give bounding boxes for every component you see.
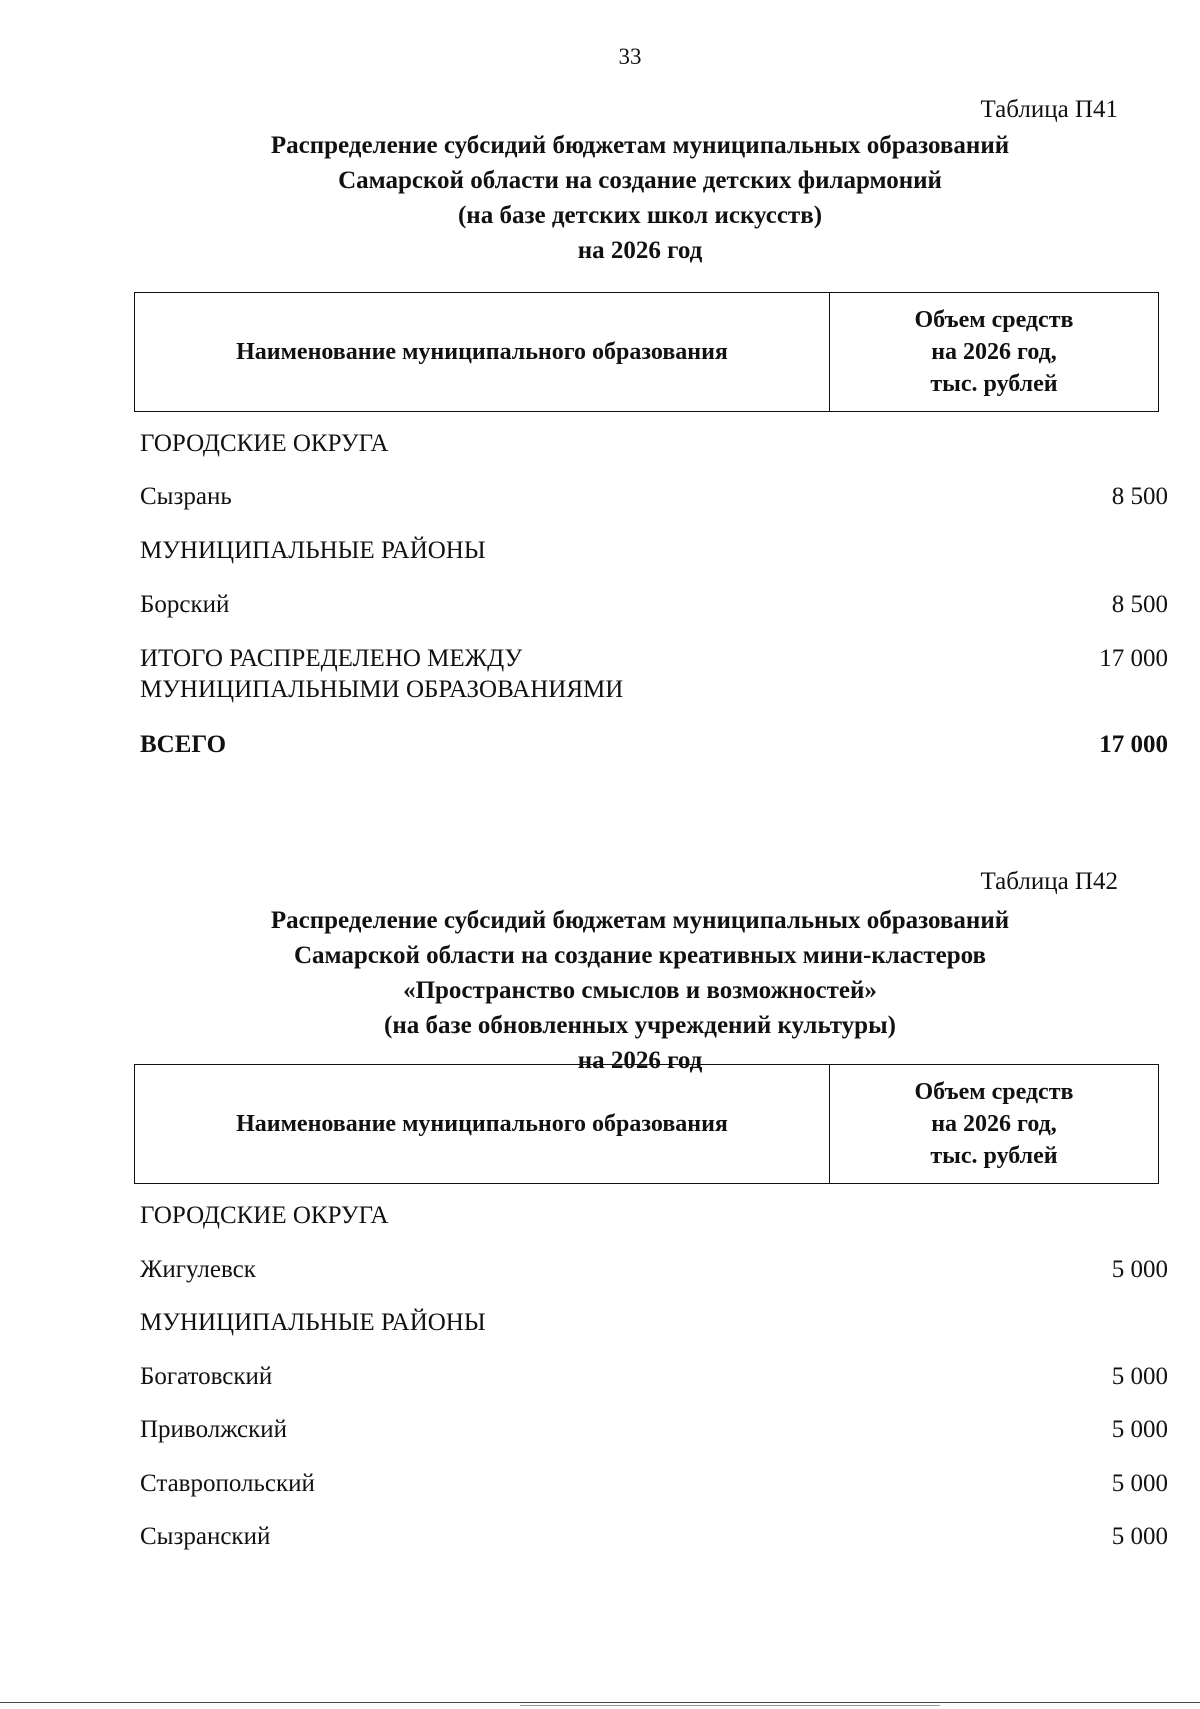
row-name: Ставропольский bbox=[140, 1470, 315, 1497]
row-name-line: ИТОГО РАСПРЕДЕЛЕНО МЕЖДУ bbox=[140, 645, 523, 672]
column-header-amount-line: Объем средств bbox=[914, 307, 1074, 333]
scan-bottom-edge bbox=[0, 1702, 1200, 1703]
column-header-amount bbox=[830, 1065, 1158, 1183]
title-line: (на базе обновленных учреждений культуры) bbox=[384, 1012, 896, 1039]
page-number: 33 bbox=[618, 44, 642, 69]
row-name: МУНИЦИПАЛЬНЫЕ РАЙОНЫ bbox=[140, 537, 486, 564]
row-name: Приволжский bbox=[140, 1416, 288, 1443]
row-name: ГОРОДСКИЕ ОКРУГА bbox=[140, 430, 389, 457]
table-title bbox=[120, 128, 1160, 268]
row-amount: 5 000 bbox=[1111, 1363, 1168, 1390]
title-line: Распределение субсидий бюджетам муниципальных образований bbox=[270, 907, 1010, 934]
row-name: ГОРОДСКИЕ ОКРУГА bbox=[140, 1202, 389, 1229]
column-header-name: Наименование муниципального образования bbox=[135, 293, 830, 411]
row-name: Богатовский bbox=[140, 1363, 273, 1390]
column-header-amount bbox=[830, 293, 1158, 411]
title-line: на 2026 год bbox=[577, 237, 703, 264]
title-line: Самарской области на создание детских филармоний bbox=[338, 167, 942, 194]
column-header-amount-line: на 2026 год, bbox=[931, 1111, 1057, 1137]
title-line: «Пространство смыслов и возможностей» bbox=[403, 977, 877, 1004]
column-header-amount-line: Объем средств bbox=[914, 1079, 1074, 1105]
row-amount: 5 000 bbox=[1111, 1523, 1168, 1550]
row-name: ВСЕГО bbox=[140, 731, 227, 758]
table-title bbox=[120, 868, 1160, 1078]
table-header bbox=[134, 292, 1159, 412]
row-name: Борский bbox=[140, 591, 230, 618]
row-amount: 5 000 bbox=[1111, 1416, 1168, 1443]
row-amount: 5 000 bbox=[1111, 1256, 1168, 1283]
row-amount: 17 000 bbox=[1099, 731, 1168, 758]
column-header-amount-line: на 2026 год, bbox=[931, 339, 1057, 365]
row-amount: 8 500 bbox=[1111, 591, 1168, 618]
title-line: Распределение субсидий бюджетам муниципальных образований bbox=[270, 132, 1010, 159]
table-reference: Таблица П41 bbox=[980, 96, 1118, 123]
title-line: на 2026 год bbox=[577, 1047, 703, 1074]
row-name-line: МУНИЦИПАЛЬНЫМИ ОБРАЗОВАНИЯМИ bbox=[140, 676, 624, 703]
title-line: (на базе детских школ искусств) bbox=[457, 202, 823, 229]
row-name: Сызранский bbox=[140, 1523, 271, 1550]
column-header-amount-line: тыс. рублей bbox=[930, 1143, 1058, 1169]
title-line: Самарской области на создание креативных мини-кластеров bbox=[293, 942, 987, 969]
table-reference: Таблица П42 bbox=[980, 868, 1118, 895]
row-amount: 5 000 bbox=[1111, 1470, 1168, 1497]
row-amount: 17 000 bbox=[1099, 645, 1168, 672]
row-name: Сызрань bbox=[140, 483, 232, 510]
scan-bottom-edge-secondary bbox=[520, 1705, 940, 1706]
column-header-name: Наименование муниципального образования bbox=[135, 1065, 830, 1183]
table-header bbox=[134, 1064, 1159, 1184]
row-amount: 8 500 bbox=[1111, 483, 1168, 510]
row-name: МУНИЦИПАЛЬНЫЕ РАЙОНЫ bbox=[140, 1309, 486, 1336]
row-name bbox=[140, 643, 900, 705]
column-header-amount-line: тыс. рублей bbox=[930, 371, 1058, 397]
row-name: Жигулевск bbox=[140, 1256, 256, 1283]
